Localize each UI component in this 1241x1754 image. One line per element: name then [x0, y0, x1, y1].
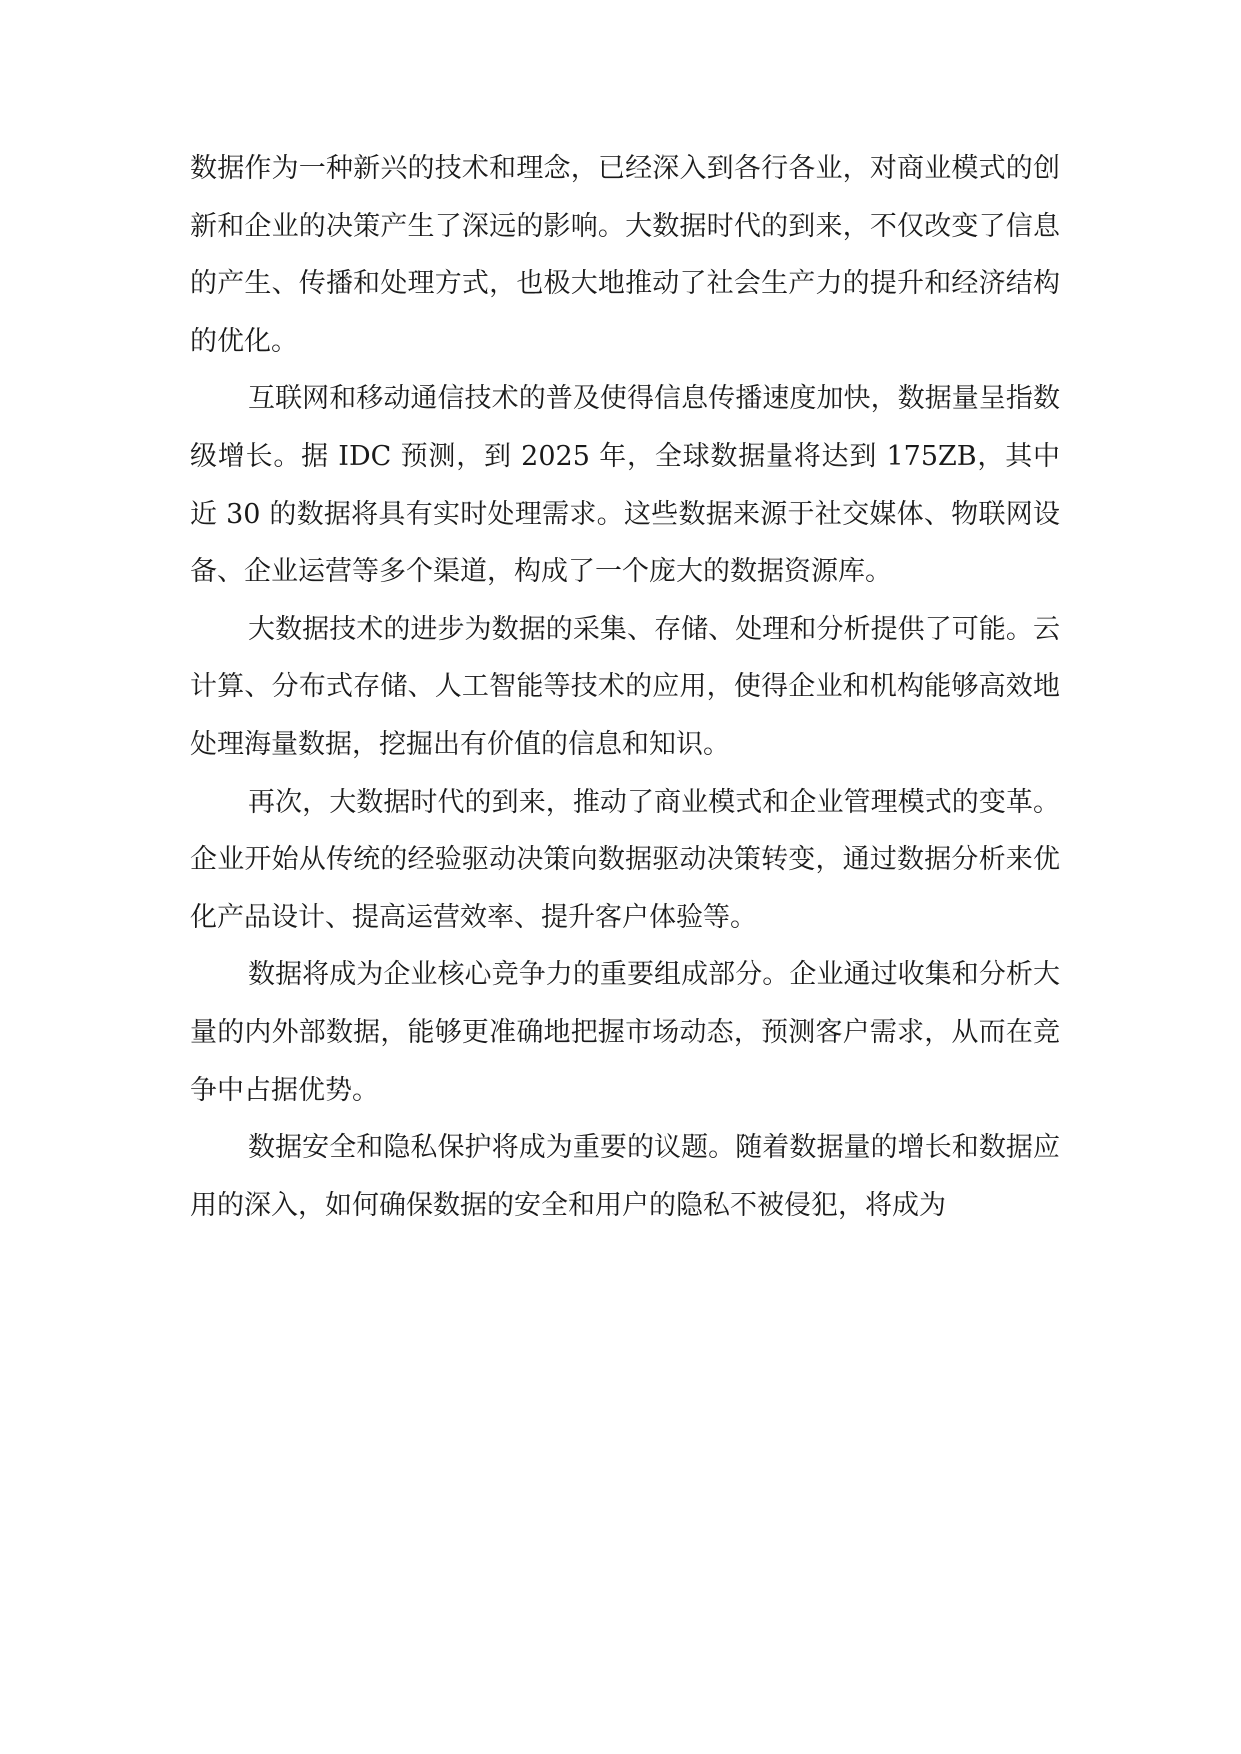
paragraph-3: 大数据技术的进步为数据的采集、存储、处理和分析提供了可能。云计算、分布式存储、人工智能等技术的应用，使得企业和机构能够高效地处理海量数据，挖掘出有价值的信息和知识。 [190, 613, 1060, 760]
paragraph-4: 再次，大数据时代的到来，推动了商业模式和企业管理模式的变革。企业开始从传统的经验驱动决策向数据驱动决策转变，通过数据分析来优化产品设计、提高运营效率、提升客户体验等。 [190, 786, 1060, 933]
paragraph-1: 数据作为一种新兴的技术和理念，已经深入到各行各业，对商业模式的创新和企业的决策产生了深远的影响。大数据时代的到来，不仅改变了信息的产生、传播和处理方式，也极大地推动了社会生产力的提升和经济结构的优化。 [190, 153, 1060, 357]
paragraph-5: 数据将成为企业核心竞争力的重要组成部分。企业通过收集和分析大量的内外部数据，能够更准确地把握市场动态，预测客户需求，从而在竞争中占据优势。 [190, 959, 1060, 1106]
document-body [190, 140, 1060, 1234]
paragraph-2: 互联网和移动通信技术的普及使得信息传播速度加快，数据量呈指数级增长。据 IDC 预测，到 2025 年，全球数据量将达到 175ZB，其中近 30 的数据将具有实时处理需求。这些数据来源于社交媒体、物联网设备、企业运营等多个渠道，构成了一个庞大的数据资源库。 [190, 383, 1060, 588]
paragraph-6: 数据安全和隐私保护将成为重要的议题。随着数据量的增长和数据应用的深入，如何确保数据的安全和用户的隐私不被侵犯，将成为 [190, 1132, 1060, 1221]
